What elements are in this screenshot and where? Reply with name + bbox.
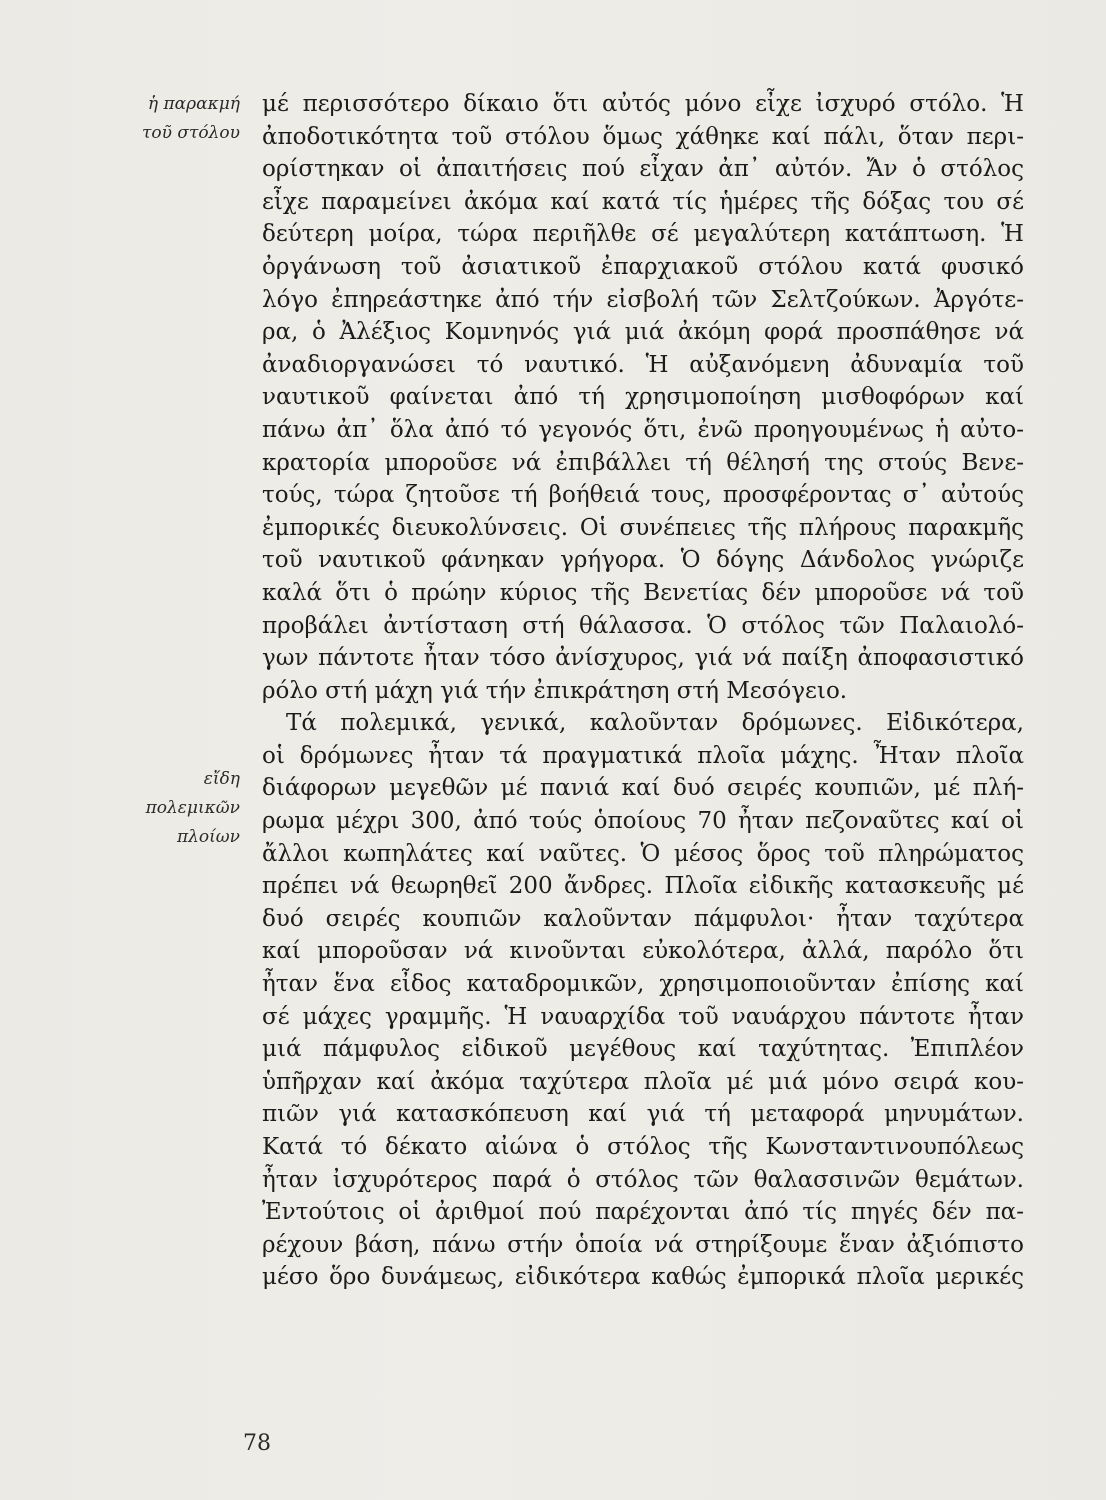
text-line: ρα, ὁ Ἀλέξιος Κομνηνός γιά μιά ἀκόμη φορά προσπάθησε νά — [262, 319, 1024, 346]
text-line: μιά πάμφυλος εἰδικοῦ μεγέθους καί ταχύτητας. Ἐπιπλέον — [262, 1036, 1024, 1063]
text-line: Ἐντούτοις οἱ ἀριθμοί πού παρέχονται ἀπό τίς πηγές δέν πα- — [262, 1199, 1024, 1226]
text-line: ἄλλοι κωπηλάτες καί ναῦτες. Ὁ μέσος ὅρος τοῦ πληρώματος — [262, 840, 1024, 867]
text-line: ἦταν ἕνα εἶδος καταδρομικῶν, χρησιμοποιοῦνταν ἐπίσης καί — [262, 971, 1024, 998]
margin-note-line: ἡ παρακμή — [147, 94, 240, 114]
text-line: Κατά τό δέκατο αἰώνα ὁ στόλος τῆς Κωνσταντινουπόλεως — [262, 1134, 1024, 1160]
text-line: πιῶν γιά κατασκόπευση καί γιά τή μεταφορά μηνυμάτων. — [262, 1101, 1024, 1128]
text-line: καλά ὅτι ὁ πρώην κύριος τῆς Βενετίας δέν μποροῦσε νά τοῦ — [262, 579, 1024, 606]
text-line: ἦταν ἰσχυρότερος παρά ὁ στόλος τῶν θαλασσινῶν θεμάτων. — [262, 1166, 1024, 1193]
text-line: καί μποροῦσαν νά κινοῦνται εὐκολότερα, ἀλλά, παρόλο ὅτι — [262, 938, 1024, 965]
text-line: οἱ δρόμωνες ἦταν τά πραγματικά πλοῖα μάχης. Ἦταν πλοῖα — [262, 742, 1024, 769]
body-text — [262, 88, 1024, 1294]
text-line: ὀργάνωση τοῦ ἀσιατικοῦ ἐπαρχιακοῦ στόλου κατά φυσικό — [262, 253, 1024, 280]
margin-note-decline-of-fleet — [90, 90, 240, 148]
text-line: τούς, τώρα ζητοῦσε τή βοήθειά τους, προσφέροντας σ᾽ αὐτούς — [262, 482, 1024, 509]
text-line: διάφορων μεγεθῶν μέ πανιά καί δυό σειρές κουπιῶν, μέ πλή- — [262, 775, 1024, 802]
text-line: ἀποδοτικότητα τοῦ στόλου ὅμως χάθηκε καί πάλι, ὅταν περι- — [262, 123, 1024, 150]
text-line: σέ μάχες γραμμῆς. Ἡ ναυαρχίδα τοῦ ναυάρχου πάντοτε ἦταν — [262, 1003, 1024, 1030]
text-line: ἐμπορικές διευκολύνσεις. Οἱ συνέπειες τῆς πλήρους παρακμῆς — [262, 514, 1024, 541]
text-line: πάνω ἀπ᾽ ὅλα ἀπό τό γεγονός ὅτι, ἐνῶ προηγουμένως ἡ αὐτο- — [262, 416, 1024, 443]
text-line: ὑπῆρχαν καί ἀκόμα ταχύτερα πλοῖα μέ μιά μόνο σειρά κου- — [262, 1068, 1024, 1095]
text-line: ρέχουν βάση, πάνω στήν ὁποία νά στηρίξουμε ἕναν ἀξιόπιστο — [262, 1231, 1024, 1258]
text-line: μέ περισσότερο δίκαιο ὅτι αὐτός μόνο εἶχε ἰσχυρό στόλο. Ἡ — [262, 91, 1024, 117]
text-line: γων πάντοτε ἦταν τόσο ἀνίσχυρος, γιά νά παίξη ἀποφασιστικό — [262, 645, 1024, 672]
paragraph-2 — [262, 707, 1024, 1294]
text-line: ρωμα μέχρι 300, ἀπό τούς ὁποίους 70 ἦταν πεζοναῦτες καί οἱ — [262, 808, 1024, 835]
margin-note-warship-types — [90, 765, 240, 852]
margin-note-line: πλοίων — [176, 827, 240, 847]
text-line: πρέπει νά θεωρηθεῖ 200 ἄνδρες. Πλοῖα εἰδικῆς κατασκευῆς μέ — [262, 873, 1024, 900]
page-number: 78 — [243, 1431, 271, 1456]
margin-note-line: τοῦ στόλου — [142, 123, 240, 143]
margin-note-line: πολεμικῶν — [145, 798, 240, 818]
text-line: προβάλει ἀντίσταση στή θάλασσα. Ὁ στόλος τῶν Παλαιολό- — [262, 612, 1024, 639]
text-line: ναυτικοῦ φαίνεται ἀπό τή χρησιμοποίηση μισθοφόρων καί — [262, 384, 1024, 411]
paragraph-1 — [262, 88, 1024, 707]
text-line: τοῦ ναυτικοῦ φάνηκαν γρήγορα. Ὁ δόγης Δάνδολος γνώριζε — [262, 547, 1024, 574]
text-line: ἀναδιοργανώσει τό ναυτικό. Ἡ αὐξανόμενη ἀδυναμία τοῦ — [262, 351, 1024, 378]
text-line: δεύτερη μοίρα, τώρα περιῆλθε σέ μεγαλύτερη κατάπτωση. Ἡ — [262, 221, 1024, 248]
text-line: λόγο ἐπηρεάστηκε ἀπό τήν εἰσβολή τῶν Σελτζούκων. Ἀργότε- — [262, 286, 1024, 313]
text-line: μέσο ὅρο δυνάμεως, εἰδικότερα καθώς ἐμπορικά πλοῖα μερικές — [262, 1264, 1024, 1291]
text-line: ρόλο στή μάχη γιά τήν ἐπικράτηση στή Μεσόγειο. — [262, 677, 848, 704]
text-line: εἶχε παραμείνει ἀκόμα καί κατά τίς ἡμέρες τῆς δόξας του σέ — [262, 188, 1024, 215]
text-line: Τά πολεμικά, γενικά, καλοῦνταν δρόμωνες. Εἰδικότερα, — [286, 710, 1024, 737]
text-line: ορίστηκαν οἱ ἀπαιτήσεις πού εἶχαν ἀπ᾽ αὐτόν. Ἄν ὁ στόλος — [262, 156, 1024, 183]
text-line: κρατορία μποροῦσε νά ἐπιβάλλει τή θέλησή της στούς Βενε- — [262, 449, 1024, 476]
text-line: δυό σειρές κουπιῶν καλοῦνταν πάμφυλοι· ἦταν ταχύτερα — [262, 905, 1024, 932]
margin-note-line: εἴδη — [203, 769, 240, 789]
